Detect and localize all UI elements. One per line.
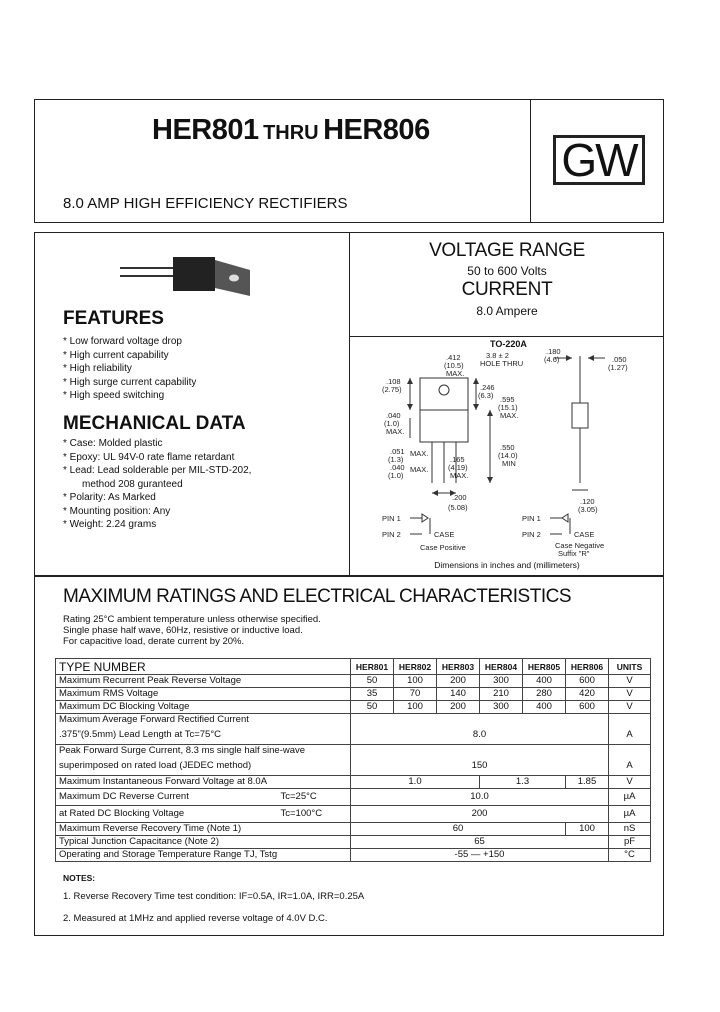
ratings-intro: [63, 614, 321, 647]
row-label: Maximum RMS Voltage: [56, 688, 351, 701]
table-row: [56, 823, 651, 836]
dim-165: .165: [450, 455, 465, 464]
cell: 65: [351, 836, 609, 849]
unit-cell: [609, 745, 651, 758]
voltage-range-value: 50 to 600 Volts: [467, 264, 547, 278]
pin1-right: PIN 1: [522, 514, 541, 523]
dim-051: .051: [390, 447, 405, 456]
unit-cell: V: [609, 688, 651, 701]
dim-040b: .040: [390, 463, 405, 472]
dim-246-mm: (6.3): [478, 391, 494, 400]
row-label: Maximum Average Forward Rectified Current: [56, 714, 351, 727]
cell: 200: [351, 806, 609, 823]
dim-38: 3.8 ± 2: [486, 351, 509, 360]
cell: 420: [566, 688, 609, 701]
features-list: [63, 335, 196, 403]
cell: 10.0: [351, 789, 609, 806]
list-item: * Lead: Lead solderable per MIL-STD-202,: [63, 465, 252, 476]
dim-040-mm: (1.0): [384, 419, 400, 428]
pin1-left: PIN 1: [382, 514, 401, 523]
ratings-panel: [350, 240, 664, 318]
unit-cell: [609, 714, 651, 727]
cell: 210: [480, 688, 523, 701]
list-item: * High speed switching: [63, 390, 165, 401]
table-row: [56, 849, 651, 862]
table-row: [56, 714, 651, 727]
voltage-range-label: VOLTAGE RANGE: [429, 240, 585, 261]
cell: 300: [480, 701, 523, 714]
pin2-left: PIN 2: [382, 530, 401, 539]
intro-line: Single phase half wave, 60Hz, resistive or inductive load.: [63, 625, 303, 636]
list-item: * Low forward voltage drop: [63, 336, 182, 347]
row-label: Maximum Recurrent Peak Reverse Voltage: [56, 675, 351, 688]
row-label: Maximum Instantaneous Forward Voltage at 8.0A: [56, 776, 351, 789]
cell: 70: [394, 688, 437, 701]
cell: 35: [351, 688, 394, 701]
cell: 8.0: [351, 726, 609, 745]
unit-cell: A: [609, 757, 651, 776]
dim-040: .040: [386, 411, 401, 420]
thru-text: THRU: [263, 122, 319, 144]
row-label-text: at Rated DC Blocking Voltage: [59, 808, 185, 819]
package-image: [115, 248, 255, 298]
part-header: HER801: [351, 659, 394, 675]
cell: 200: [437, 675, 480, 688]
table-row: [56, 757, 651, 776]
case-positive: Case Positive: [420, 543, 466, 552]
table-row: [56, 806, 651, 823]
unit-cell: pF: [609, 836, 651, 849]
row-label: Operating and Storage Temperature Range TJ, Tstg: [56, 849, 351, 862]
dim-165-max: MAX.: [450, 471, 469, 480]
cell: 1.85: [566, 776, 609, 789]
case-negative: Case Negative: [555, 541, 605, 550]
list-item: * High reliability: [63, 363, 132, 374]
intro-line: For capacitive load, derate current by 20%.: [63, 636, 245, 647]
list-item: * Polarity: As Marked: [63, 492, 156, 503]
table-row: [56, 745, 651, 758]
characteristics-table: [55, 658, 651, 862]
part-header: HER803: [437, 659, 480, 675]
cell: 280: [523, 688, 566, 701]
cell: 300: [480, 675, 523, 688]
max-ratings-heading: MAXIMUM RATINGS AND ELECTRICAL CHARACTERISTICS: [63, 586, 572, 607]
dim-040-max: MAX.: [386, 427, 405, 436]
unit-cell: A: [609, 726, 651, 745]
row-label: Typical Junction Capacitance (Note 2): [56, 836, 351, 849]
cell: 100: [566, 823, 609, 836]
list-item: * Mounting position: Any: [63, 505, 171, 517]
cell: 200: [437, 701, 480, 714]
dim-595-mm: (15.1): [498, 403, 518, 412]
dim-38-b: HOLE THRU: [480, 359, 524, 368]
dim-040b-mm: (1.0): [388, 471, 404, 480]
cell: 50: [351, 675, 394, 688]
unit-cell: nS: [609, 823, 651, 836]
cell: 1.0: [351, 776, 480, 789]
row-label: .375"(9.5mm) Lead Length at Tc=75°C: [56, 726, 351, 745]
dim-180: .180: [546, 348, 561, 356]
unit-cell: V: [609, 701, 651, 714]
table-row: [56, 688, 651, 701]
package-name: TO-220A: [490, 339, 527, 349]
cell: 60: [351, 823, 566, 836]
note-2: 2. Measured at 1MHz and applied reverse voltage of 4.0V D.C.: [63, 913, 328, 924]
row-label-text: Maximum DC Reverse Current: [59, 791, 189, 802]
unit-cell: °C: [609, 849, 651, 862]
type-number-header: TYPE NUMBER: [56, 659, 351, 675]
cell: 140: [437, 688, 480, 701]
dim-108: .108: [386, 377, 401, 386]
dim-165-mm: (4.19): [448, 463, 468, 472]
row-label: Maximum DC Blocking Voltage: [56, 701, 351, 714]
table-row: [56, 675, 651, 688]
unit-cell: µA: [609, 789, 651, 806]
suffix-r: Suffix "R": [558, 549, 590, 558]
dimension-footer: Dimensions in inches and (millimeters): [434, 560, 580, 570]
dim-200-mm: (5.08): [448, 503, 468, 512]
ratings-divider: [349, 336, 664, 337]
part-end: HER806: [323, 114, 430, 146]
cell: 150: [351, 757, 609, 776]
subtitle: 8.0 AMP HIGH EFFICIENCY RECTIFIERS: [63, 195, 348, 212]
mechanical-heading: MECHANICAL DATA: [63, 413, 246, 434]
row-label: [56, 806, 351, 823]
case-right: CASE: [574, 530, 595, 539]
current-label: CURRENT: [461, 279, 553, 300]
dim-051-max: MAX.: [410, 449, 429, 458]
cell: [351, 745, 609, 758]
dim-051-mm: (1.3): [388, 455, 404, 464]
case-left: CASE: [434, 530, 455, 539]
units-header: UNITS: [609, 659, 651, 675]
intro-line: Rating 25°C ambient temperature unless otherwise specified.: [63, 614, 321, 625]
table-row: [56, 726, 651, 745]
unit-cell: µA: [609, 806, 651, 823]
gw-logo: GW: [553, 135, 645, 185]
part-start: HER801: [152, 114, 259, 146]
row-label: [56, 789, 351, 806]
unit-cell: V: [609, 675, 651, 688]
dim-550: .550: [500, 443, 515, 452]
cell: 100: [394, 675, 437, 688]
row-label: Peak Forward Surge Current, 8.3 ms single half sine-wave: [56, 745, 351, 758]
dim-412-max: MAX.: [446, 369, 465, 378]
dim-120: .120: [580, 497, 595, 506]
cell: [351, 714, 609, 727]
table-row: [56, 701, 651, 714]
dimension-drawing: [350, 348, 662, 566]
list-item: * High surge current capability: [63, 376, 197, 388]
cell: 50: [351, 701, 394, 714]
row-label: superimposed on rated load (JEDEC method): [56, 757, 351, 776]
list-item: * Epoxy: UL 94V-0 rate flame retardant: [63, 451, 235, 463]
dim-550-min: MIN: [502, 459, 516, 468]
features-heading: FEATURES: [63, 308, 164, 329]
mechanical-list: [63, 437, 251, 532]
table-header-row: [56, 659, 651, 675]
logo-divider: [530, 99, 531, 223]
cell: 1.3: [480, 776, 566, 789]
part-header: HER805: [523, 659, 566, 675]
list-item: * Weight: 2.24 grams: [63, 519, 157, 530]
dim-050: .050: [612, 355, 627, 364]
dim-412-mm: (10.5): [444, 361, 464, 370]
note-1: 1. Reverse Recovery Time test condition: IF=0.5A, IR=1.0A, IRR=0.25A: [63, 891, 365, 902]
dim-246: .246: [480, 383, 495, 392]
table-row: [56, 776, 651, 789]
table-row: [56, 836, 651, 849]
cell: 600: [566, 701, 609, 714]
notes-heading: NOTES:: [63, 873, 96, 883]
dim-180-mm: (4.6): [544, 355, 560, 364]
cell: 100: [394, 701, 437, 714]
row-condition: Tc=25°C: [280, 791, 317, 802]
cell: 400: [523, 701, 566, 714]
dim-120-mm: (3.05): [578, 505, 598, 514]
cell: 400: [523, 675, 566, 688]
dim-595: .595: [500, 395, 515, 404]
dim-550-mm: (14.0): [498, 451, 518, 460]
part-title: [152, 114, 430, 147]
cell: -55 — +150: [351, 849, 609, 862]
part-header: HER802: [394, 659, 437, 675]
row-label: Maximum Reverse Recovery Time (Note 1): [56, 823, 351, 836]
unit-cell: V: [609, 776, 651, 789]
dim-108-mm: (2.75): [382, 385, 402, 394]
current-value: 8.0 Ampere: [476, 304, 538, 318]
list-item: * High current capability: [63, 349, 169, 361]
cell: 600: [566, 675, 609, 688]
list-item: method 208 guranteed: [82, 478, 183, 490]
dim-200: .200: [452, 493, 467, 502]
part-header: HER804: [480, 659, 523, 675]
dim-412: .412: [446, 353, 461, 362]
dim-040b-max: MAX.: [410, 465, 429, 474]
dim-595-max: MAX.: [500, 411, 519, 420]
list-item: * Case: Molded plastic: [63, 438, 163, 449]
table-row: [56, 789, 651, 806]
dim-050-mm: (1.27): [608, 363, 628, 372]
part-header: HER806: [566, 659, 609, 675]
pin2-right: PIN 2: [522, 530, 541, 539]
row-condition: Tc=100°C: [280, 808, 323, 819]
